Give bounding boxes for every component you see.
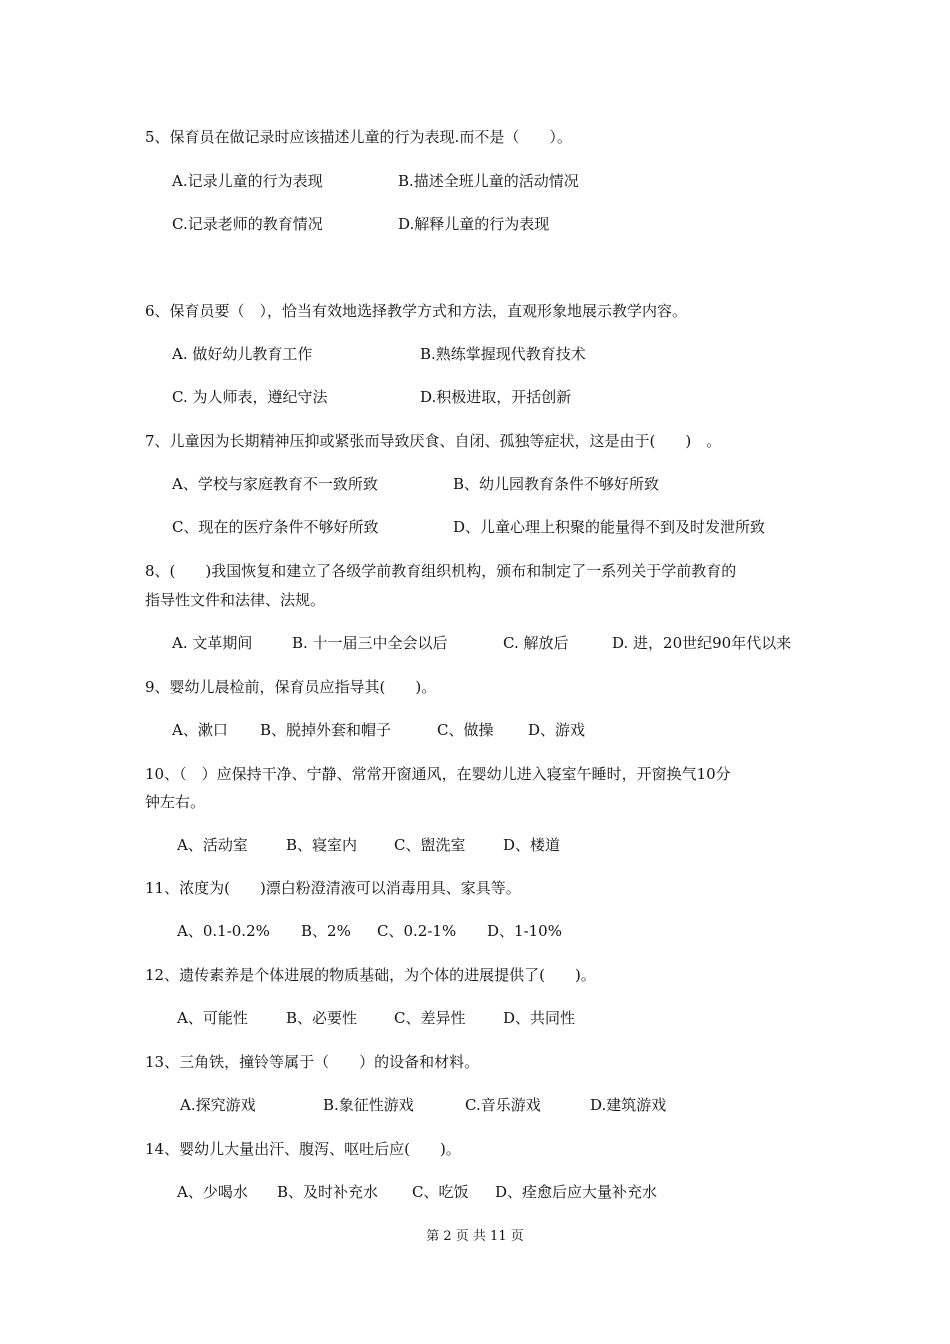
question-14-option-d: D、痊愈后应大量补充水 bbox=[495, 1183, 658, 1201]
question-11-option-c: C、0.2-1% bbox=[377, 922, 457, 940]
question-10-option-a: A、活动室 bbox=[177, 836, 248, 854]
question-10-stem-line-1: 10、（ ）应保持干净、宁静、常常开窗通风，在婴幼儿进入寝室午睡时，开窗换气10分 bbox=[145, 765, 731, 783]
question-12-option-c: C、差异性 bbox=[394, 1009, 466, 1027]
question-14-option-b: B、及时补充水 bbox=[277, 1183, 379, 1201]
question-9-option-a: A、漱口 bbox=[172, 721, 228, 739]
question-6-option-a: A. 做好幼儿教育工作 bbox=[172, 345, 313, 363]
question-14-stem: 14、婴幼儿大量出汗、腹泻、呕吐后应( )。 bbox=[145, 1140, 461, 1158]
question-7-option-c: C、现在的医疗条件不够好所致 bbox=[172, 518, 379, 536]
question-13-option-d: D.建筑游戏 bbox=[590, 1096, 667, 1114]
question-12-option-d: D、共同性 bbox=[503, 1009, 576, 1027]
question-9-stem: 9、婴幼儿晨检前，保育员应指导其( )。 bbox=[145, 678, 437, 696]
question-10-option-d: D、楼道 bbox=[503, 836, 561, 854]
question-13-option-c: C.音乐游戏 bbox=[465, 1096, 541, 1114]
question-8-option-a: A. 文革期间 bbox=[172, 634, 253, 652]
question-6-stem: 6、保育员要（ ），恰当有效地选择教学方式和方法，直观形象地展示教学内容。 bbox=[145, 302, 688, 320]
question-13-option-a: A.探究游戏 bbox=[180, 1096, 256, 1114]
question-5-option-d: D.解释儿童的行为表现 bbox=[398, 215, 550, 233]
question-10-stem-line-2: 钟左右。 bbox=[145, 793, 206, 811]
page-number-footer: 第 2 页 共 11 页 bbox=[426, 1229, 524, 1244]
question-9-option-b: B、脱掉外套和帽子 bbox=[260, 721, 392, 739]
question-9-option-c: C、做操 bbox=[437, 721, 494, 739]
question-6-option-d: D.积极进取，开括创新 bbox=[420, 388, 572, 406]
question-6-option-b: B.熟练掌握现代教育技术 bbox=[420, 345, 586, 363]
question-7-stem: 7、儿童因为长期精神压抑或紧张而导致厌食、自闭、孤独等症状，这是由于( ) 。 bbox=[145, 432, 722, 450]
question-7-option-a: A、学校与家庭教育不一致所致 bbox=[172, 475, 378, 493]
question-8-stem-line-2: 指导性文件和法律、法规。 bbox=[145, 591, 326, 609]
question-5-option-a: A.记录儿童的行为表现 bbox=[172, 172, 323, 190]
question-14-option-c: C、吃饭 bbox=[412, 1183, 469, 1201]
question-11-stem: 11、浓度为( )漂白粉澄清液可以消毒用具、家具等。 bbox=[145, 879, 521, 897]
question-11-option-d: D、1-10% bbox=[487, 922, 562, 940]
question-5-stem: 5、保育员在做记录时应该描述儿童的行为表现.而不是（ ）。 bbox=[145, 128, 572, 146]
question-13-option-b: B.象征性游戏 bbox=[323, 1096, 414, 1114]
question-7-option-b: B、幼儿园教育条件不够好所致 bbox=[453, 475, 660, 493]
question-6-option-c: C. 为人师表，遵纪守法 bbox=[172, 388, 328, 406]
question-8-option-c: C. 解放后 bbox=[503, 634, 569, 652]
question-10-option-b: B、寝室内 bbox=[286, 836, 358, 854]
question-8-stem-line-1: 8、( )我国恢复和建立了各级学前教育组织机构，颁布和制定了一系列关于学前教育的 bbox=[145, 562, 737, 580]
question-12-stem: 12、遗传素养是个体进展的物质基础，为个体的进展提供了( )。 bbox=[145, 966, 596, 984]
question-10-option-c: C、盥洗室 bbox=[394, 836, 466, 854]
question-12-option-a: A、可能性 bbox=[177, 1009, 248, 1027]
question-8-option-b: B. 十一届三中全会以后 bbox=[292, 634, 448, 652]
question-7-option-d: D、儿童心理上积聚的能量得不到及时发泄所致 bbox=[453, 518, 766, 536]
question-13-stem: 13、三角铁，撞铃等属于（ ）的设备和材料。 bbox=[145, 1053, 480, 1071]
question-5-option-c: C.记录老师的教育情况 bbox=[172, 215, 323, 233]
question-14-option-a: A、少喝水 bbox=[177, 1183, 248, 1201]
question-11-option-b: B、2% bbox=[301, 922, 351, 940]
question-9-option-d: D、游戏 bbox=[528, 721, 586, 739]
question-8-option-d: D. 进，20世纪90年代以来 bbox=[612, 634, 792, 652]
question-12-option-b: B、必要性 bbox=[286, 1009, 358, 1027]
question-11-option-a: A、0.1-0.2% bbox=[177, 922, 270, 940]
question-5-option-b: B.描述全班儿童的活动情况 bbox=[398, 172, 579, 190]
